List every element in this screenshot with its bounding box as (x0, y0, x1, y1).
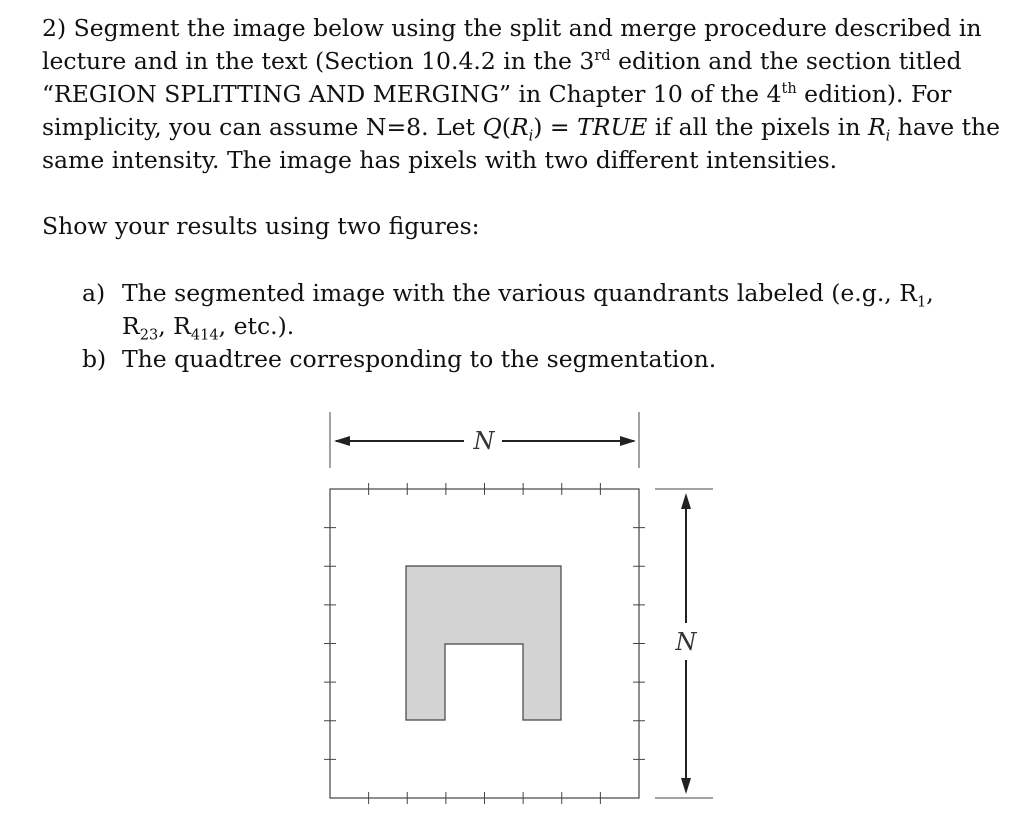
problem-text-4: if all the pixels in (647, 113, 868, 141)
foreground-region-shape (406, 566, 561, 720)
list-item-b-text: The quadtree corresponding to the segmentation. (122, 345, 717, 373)
item-a-text-1: The segmented image with the various quandrants labeled (e.g., R (122, 279, 917, 307)
item-a-text-2: , R (122, 279, 934, 340)
predicate-equals: = (542, 113, 578, 141)
problem-text-5: have the same intensity. The image has pixels with two different intensities. (42, 113, 1001, 174)
superscript-rd: rd (594, 47, 611, 65)
height-arrowhead-bottom (681, 778, 691, 794)
problem-text-3: edition). For simplicity, you can assume N=8. Let (42, 80, 952, 141)
width-arrowhead-right (620, 436, 636, 446)
height-arrowhead-top (681, 493, 691, 509)
problem-number: 2) (42, 14, 67, 42)
width-label: N (473, 427, 495, 455)
item-a-text-3: , R (158, 312, 191, 340)
predicate-open-paren: ( (501, 113, 511, 141)
superscript-th: th (781, 80, 797, 98)
width-arrowhead-left (334, 436, 350, 446)
predicate-true: TRUE (577, 113, 648, 141)
item-a-text-4: , etc.). (218, 312, 295, 340)
predicate-q: Q (482, 113, 502, 141)
region-r: R (867, 113, 886, 141)
item-a-sub-3: 414 (190, 326, 219, 344)
predicate-r-subscript: i (528, 127, 534, 145)
problem-text-2: edition and the section titled “REGION SPLITTING AND MERGING” in Chapter 10 of the 4 (42, 47, 962, 108)
region-r-subscript: i (885, 127, 891, 145)
list-item-a-label: a) (82, 279, 106, 307)
show-results-line: Show your results using two figures: (42, 212, 480, 240)
height-label: N (675, 628, 697, 656)
item-a-sub-1: 1 (916, 293, 927, 311)
predicate-r: R (510, 113, 529, 141)
item-a-sub-2: 23 (139, 326, 159, 344)
problem-text-1: Segment the image below using the split and merge procedure described in lecture and in the text (Section 10.4.2 in the 3 (42, 14, 982, 75)
list-item-b-label: b) (82, 345, 107, 373)
predicate-close-paren: ) (533, 113, 543, 141)
